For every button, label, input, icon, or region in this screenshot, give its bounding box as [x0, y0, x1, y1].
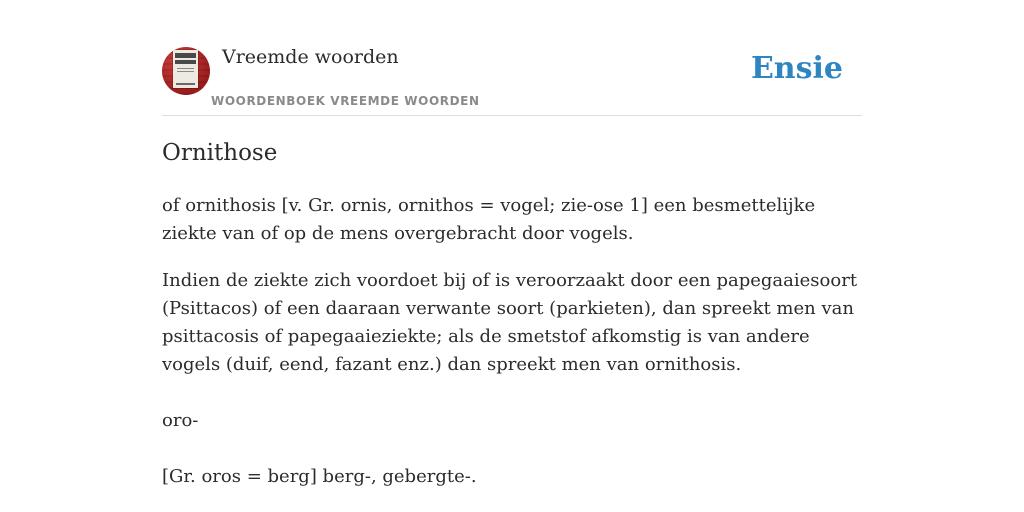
site-subtitle: WOORDENBOEK VREEMDE WOORDEN	[211, 94, 480, 108]
site-header	[162, 46, 862, 116]
definition-paragraph: Indien de ziekte zich voordoet bij of is veroorzaakt door een papegaaiesoort (Psittacos) of een daaraan verwante soort (parkieten), dan spreekt men van psittacosis of papegaaieziekte; als de smetstof afkomstig is van andere vogels (duif, eend, fazant enz.) dan spreekt men van ornithosis.	[162, 270, 858, 375]
entry-content	[162, 192, 862, 510]
book-cover-image	[173, 50, 198, 88]
site-title[interactable]: Vreemde woorden	[222, 46, 399, 68]
related-term: oro-	[162, 410, 199, 431]
book-cover-icon[interactable]	[162, 47, 210, 95]
brand-logo[interactable]: Ensie	[750, 51, 843, 86]
definition-paragraph: of ornithosis [v. Gr. ornis, ornithos = vogel; zie-ose 1] een besmettelijke ziekte van of op de mens overgebracht door vogels.	[162, 195, 816, 244]
page-title: Ornithose	[162, 140, 278, 166]
related-term-definition: [Gr. oros = berg] berg-, gebergte-.	[162, 466, 477, 487]
